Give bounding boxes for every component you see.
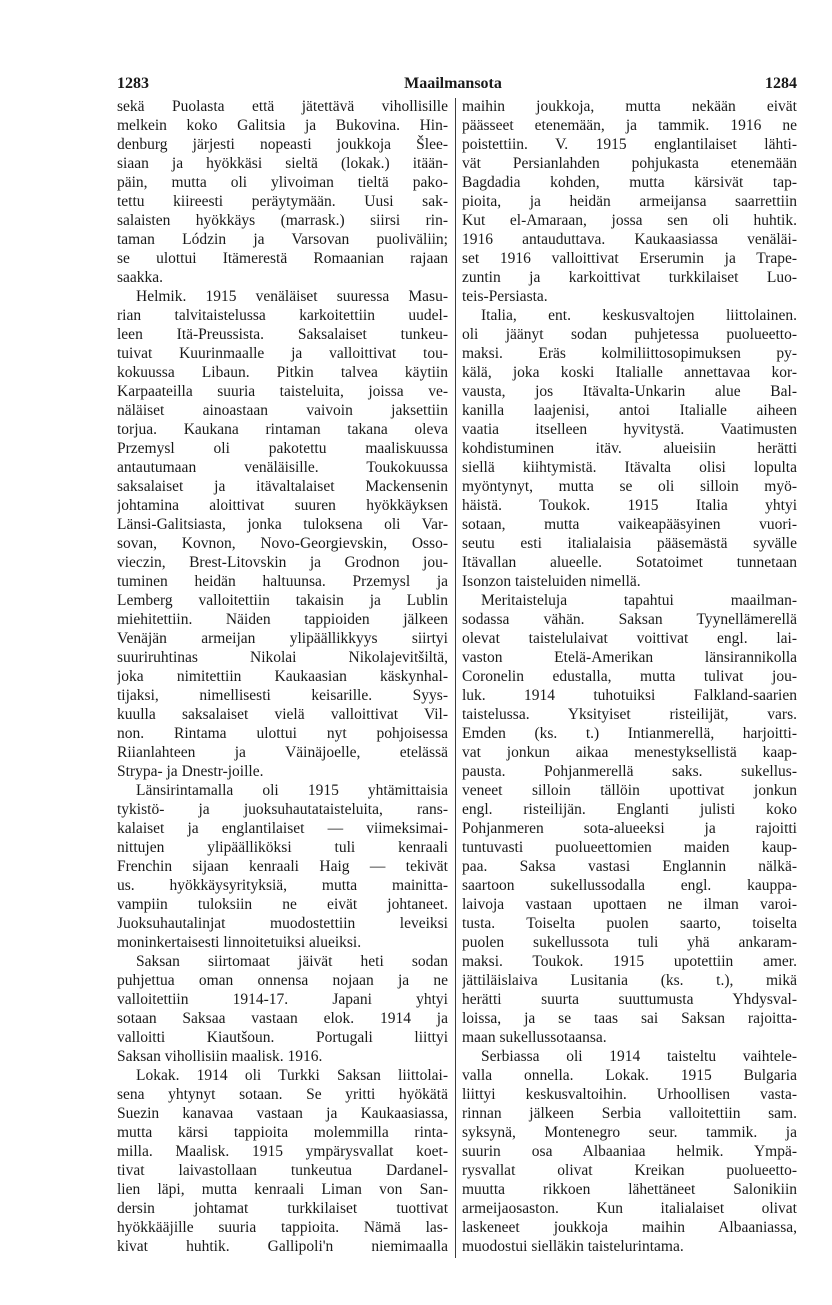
text-line: vaatia itselleen hyvitystä. Vaatimusten xyxy=(462,421,797,438)
text-line: tijaksi, nimellisesti keisarille. Syys- xyxy=(117,687,448,704)
text-line: teis-Persiasta. xyxy=(462,288,548,305)
text-line: suurin osa Albaaniaa helmik. Ympä- xyxy=(462,1143,797,1160)
text-line: liittyi keskusvaltoihin. Urhoollisen vasta- xyxy=(462,1086,797,1103)
text-line: sotaan Saksaa vastaan elok. 1914 ja xyxy=(117,1010,448,1027)
text-line: syksynä, Montenegro seur. tammik. ja xyxy=(462,1124,797,1141)
text-line: Venäjän armeijan ylipäällikkyys siirtyi xyxy=(117,630,448,647)
text-line: denburg järjesti nopeasti joukkoja Šlee- xyxy=(117,136,448,153)
text-line: Strypa- ja Dnestr-joille. xyxy=(117,763,264,780)
paragraph xyxy=(462,591,797,1047)
text-line: Pohjanmeren sota-alueeksi ja rajoitti xyxy=(462,820,797,837)
text-line: Länsi-Galitsiasta, jonka tuloksena oli Var- xyxy=(117,516,448,533)
text-line: puolen sukellussota tuli yhä ankaram- xyxy=(462,934,797,951)
paragraph xyxy=(462,306,797,591)
text-line: tuivat Kuurinmaalle ja valloittivat tou- xyxy=(117,345,448,362)
text-line: Länsirintamalla oli 1915 yhtämittaisia xyxy=(136,782,448,799)
text-line: tusta. Toiselta puolen saarto, toiselta xyxy=(462,915,797,932)
text-line: saakka. xyxy=(117,269,164,286)
text-line: tettu kiireesti peräytymään. Uusi sak- xyxy=(117,193,448,210)
text-line: vieczin, Brest-Litovskin ja Grodnon jou- xyxy=(117,554,448,571)
text-line: Kut el-Amaraan, jossa sen oli huhtik. xyxy=(462,212,797,229)
text-line: puhjettua oman onnensa nojaan ja ne xyxy=(117,972,448,989)
paragraph xyxy=(462,1047,797,1256)
text-line: tykistö- ja juoksuhautataisteluita, rans- xyxy=(117,801,448,818)
text-line: Karpaateilla suuria taisteluita, joissa ve- xyxy=(117,383,448,400)
text-line: Przemysl oli pakotettu maaliskuussa xyxy=(117,440,448,457)
text-line: jättiläislaiva Lusitania (ks. t.), mikä xyxy=(462,972,797,989)
column-divider xyxy=(455,98,456,1258)
paragraph xyxy=(117,952,448,1066)
text-line: taman Lódzin ja Varsovan puoliväliin; xyxy=(117,231,448,248)
text-line: hyökkääjille suuria tappioita. Nämä las- xyxy=(117,1219,448,1236)
text-line: rinnan jälkeen Serbia valloitettiin sam. xyxy=(462,1105,797,1122)
text-line: laskeneet joukkoja maihin Albaaniassa, xyxy=(462,1219,797,1236)
text-line: 1916 antauduttava. Kaukaasiassa venäläi- xyxy=(462,231,797,248)
text-line: melkein koko Galitsia ja Bukovina. Hin- xyxy=(117,117,448,134)
text-line: vät Persianlahden pohjukasta etenemään xyxy=(462,155,797,172)
text-line: zuntin ja karkoittivat turkkilaiset Luo- xyxy=(462,269,797,286)
text-line: oli jäänyt sodan puhjetessa puolueetto- xyxy=(462,326,797,343)
text-line: rian talvitaistelussa karkoitettiin uudel- xyxy=(117,307,448,324)
text-line: Isonzon taisteluiden nimellä. xyxy=(462,573,641,590)
text-line: pioita, ja heidän armeijansa saarrettiin xyxy=(462,193,797,210)
text-line: Helmik. 1915 venäläiset suuressa Masu- xyxy=(136,288,448,305)
text-line: taistelussa. Yksityiset risteilijät, vars. xyxy=(462,706,797,723)
text-line: vausta, jos Itävalta-Unkarin alue Bal- xyxy=(462,383,797,400)
text-line: lien läpi, mutta kenraali Liman von San- xyxy=(117,1181,448,1198)
text-line: seutu esti italialaisia pääsemästä syvälle xyxy=(462,535,797,552)
text-line: vampiin tuloksiin ne eivät johtaneet. xyxy=(117,896,448,913)
text-line: moninkertaisesti linnoitetuiksi alueiksi. xyxy=(117,934,362,951)
running-head-title: Maailmansota xyxy=(404,75,502,92)
text-line: luk. 1914 tuhotuiksi Falkland-saarien xyxy=(462,687,797,704)
text-line: johtamina aloittivat suuren hyökkäyksen xyxy=(117,497,448,514)
text-line: milla. Maalisk. 1915 ympärysvallat koet- xyxy=(117,1143,448,1160)
text-line: tuminen heidän haltuunsa. Przemysl ja xyxy=(117,573,448,590)
text-line: sotaan, mutta vaikeapääsyinen vuori- xyxy=(462,516,797,533)
text-line: rysvallat olivat Kreikan puolueetto- xyxy=(462,1162,797,1179)
text-line: Meritaisteluja tapahtui maailman- xyxy=(481,592,797,609)
paragraph xyxy=(117,287,448,781)
left-column xyxy=(117,97,448,1256)
text-line: valloitettiin 1914-17. Japani yhtyi xyxy=(117,991,448,1008)
text-line: Suezin kanavaa vastaan ja Kaukaasiassa, xyxy=(117,1105,448,1122)
text-line: siellä kiihtymistä. Itävalta olisi lopulta xyxy=(462,459,797,476)
text-line: siaan ja hyökkäsi sieltä (lokak.) itään- xyxy=(117,155,448,172)
paragraph xyxy=(117,781,448,952)
right-column xyxy=(462,97,797,1256)
text-line: armeijaosaston. Kun italialaiset olivat xyxy=(462,1200,797,1217)
text-line: se ulottui Itämerestä Romaanian rajaan xyxy=(117,250,448,267)
text-line: miehitettiin. Näiden tappioiden jälkeen xyxy=(117,611,448,628)
text-line: sena yhtynyt sotaan. Se yritti hyökätä xyxy=(117,1086,448,1103)
text-line: maksi. Eräs kolmiliittosopimuksen py- xyxy=(462,345,797,362)
text-line: valla onnella. Lokak. 1915 Bulgaria xyxy=(462,1067,797,1084)
text-line: Emden (ks. t.) Intianmerellä, harjoitti- xyxy=(462,725,797,742)
text-line: suuriruhtinas Nikolai Nikolajevitšiltä, xyxy=(117,649,448,666)
text-line: engl. risteilijän. Englanti julisti koko xyxy=(462,801,797,818)
text-line: paa. Saksa vastasi Englannin nälkä- xyxy=(462,858,797,875)
text-line: Saksan vihollisiin maalisk. 1916. xyxy=(117,1048,323,1065)
text-line: Italia, ent. keskusvaltojen liittolainen. xyxy=(481,307,797,324)
text-line: kohdistuminen itäv. alueisiin herätti xyxy=(462,440,797,457)
text-line: herätti suurta suuttumusta Yhdysval- xyxy=(462,991,797,1008)
text-line: set 1916 valloittivat Erserumin ja Trape- xyxy=(462,250,797,267)
text-line: nittujen ylipäälliköksi tuli kenraali xyxy=(117,839,448,856)
text-line: leen Itä-Preussista. Saksalaiset tunkeu- xyxy=(117,326,448,343)
text-line: Juoksuhautalinjat muodostettiin leveiksi xyxy=(117,915,448,932)
text-line: päässeet etenemään, ja tammik. 1916 ne xyxy=(462,117,797,134)
text-line: maksi. Toukok. 1915 upotettiin amer. xyxy=(462,953,797,970)
text-line: Itävallan alueelle. Sotatoimet tunnetaan xyxy=(462,554,797,571)
text-line: sekä Puolasta että jätettävä vihollisille xyxy=(117,98,448,115)
text-line: kälä, joka koski Italialle annettavaa kor- xyxy=(462,364,797,381)
text-line: valloitti Kiautšoun. Portugali liittyi xyxy=(117,1029,448,1046)
text-line: näläiset ainoastaan vaivoin jaksettiin xyxy=(117,402,448,419)
text-line: päin, mutta oli ylivoiman tieltä pako- xyxy=(117,174,448,191)
text-line: loissa, ja se taas sai Saksan rajoitta- xyxy=(462,1010,797,1027)
text-line: Bagdadia kohden, mutta kärsivät tap- xyxy=(462,174,797,191)
text-line: kanilla laajenisi, antoi Italialle aiheen xyxy=(462,402,797,419)
text-line: maan sukellussotaansa. xyxy=(462,1029,607,1046)
text-line: muodostui sielläkin taistelurintama. xyxy=(462,1238,684,1255)
text-line: salaisten hyökkäys (marrask.) siirsi rin- xyxy=(117,212,448,229)
text-line: Frenchin sijaan kenraali Haig — tekivät xyxy=(117,858,448,875)
text-line: häistä. Toukok. 1915 Italia yhtyi xyxy=(462,497,797,514)
text-line: Lokak. 1914 oli Turkki Saksan liittolai- xyxy=(136,1067,448,1084)
text-line: mutta kärsi tappioita molemmilla rinta- xyxy=(117,1124,448,1141)
text-line: maihin joukkoja, mutta nekään eivät xyxy=(462,98,797,115)
text-line: pausta. Pohjanmerellä saks. sukellus- xyxy=(462,763,797,780)
text-line: Saksan siirtomaat jäivät heti sodan xyxy=(136,953,448,970)
text-line: kokuussa Libaun. Pitkin talvea käytiin xyxy=(117,364,448,381)
text-line: us. hyökkäysyrityksiä, mutta mainitta- xyxy=(117,877,448,894)
text-line: muutta rikkoen lähettäneet Salonikiin xyxy=(462,1181,797,1198)
text-line: tuntuvasti puolueettomien maiden kaup- xyxy=(462,839,797,856)
text-line: torjua. Kaukana rintaman takana oleva xyxy=(117,421,448,438)
text-line: Coronelin edustalla, mutta tulivat jou- xyxy=(462,668,797,685)
text-line: olevat taistelulaivat voittivat engl. lai- xyxy=(462,630,797,647)
text-line: kalaiset ja englantilaiset — viimeksimai- xyxy=(117,820,448,837)
text-line: saksalaiset ja itävaltalaiset Mackensenin xyxy=(117,478,448,495)
text-line: dersin johtamat turkkilaiset tuottivat xyxy=(117,1200,448,1217)
text-line: poistettiin. V. 1915 englantilaiset lähti- xyxy=(462,136,797,153)
text-line: vaston Etelä-Amerikan länsirannikolla xyxy=(462,649,797,666)
paragraph xyxy=(462,97,797,306)
text-line: kuulla saksalaiset vielä valloittivat Vil- xyxy=(117,706,448,723)
paragraph xyxy=(117,1066,448,1256)
page-number-right: 1284 xyxy=(765,75,797,92)
text-line: antautumaan venäläisille. Toukokuussa xyxy=(117,459,448,476)
text-line: kivat huhtik. Gallipoli'n niemimaalla xyxy=(117,1238,448,1255)
text-line: Riianlahteen ja Väinäjoelle, etelässä xyxy=(117,744,448,761)
paragraph xyxy=(117,97,448,287)
text-line: Serbiassa oli 1914 taisteltu vaihtele- xyxy=(481,1048,797,1065)
text-line: myöntynyt, mutta se oli silloin myö- xyxy=(462,478,797,495)
page-number-left: 1283 xyxy=(117,75,149,92)
text-line: joka nimitettiin Kaukaasian käskynhal- xyxy=(117,668,448,685)
text-line: sovan, Kovnon, Novo-Georgievskin, Osso- xyxy=(117,535,448,552)
text-line: sodassa vähän. Saksan Tyynellämerellä xyxy=(462,611,797,628)
text-line: Lemberg valloitettiin takaisin ja Lublin xyxy=(117,592,448,609)
text-line: laivoja vastaan upottaen ne ilman varoi- xyxy=(462,896,797,913)
text-line: vat jonkun aikaa menestyksellistä kaap- xyxy=(462,744,797,761)
text-line: non. Rintama ulottui nyt pohjoisessa xyxy=(117,725,448,742)
text-line: saartoon sukellussodalla engl. kauppa- xyxy=(462,877,797,894)
text-line: veneet silloin tällöin upottivat jonkun xyxy=(462,782,797,799)
text-line: tivat laivastollaan tunkeutua Dardanel- xyxy=(117,1162,448,1179)
